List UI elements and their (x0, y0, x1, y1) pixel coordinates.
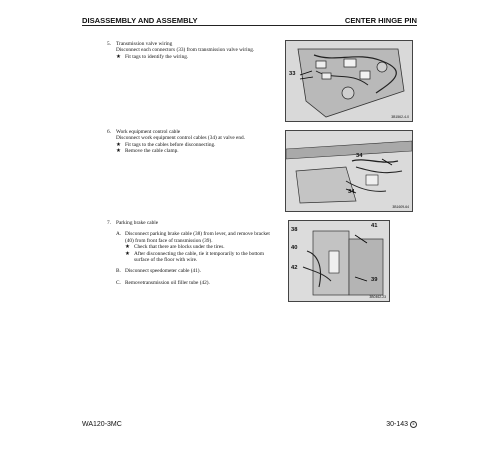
star-icon: ★ (116, 148, 121, 155)
wiring-photo (286, 41, 412, 121)
callout-42: 42 (291, 265, 298, 271)
substep-letter: B. (116, 268, 121, 275)
callout-33: 33 (289, 71, 296, 77)
callout-34-lower: 34 (348, 189, 355, 195)
model-number: WA120-3MC (82, 421, 122, 428)
step-title: Work equipment control cable (116, 129, 181, 135)
step-instruction: Disconnect work equipment control cables (34) at valve end. (116, 135, 245, 142)
substep-letter: C. (116, 279, 121, 286)
control-cable-photo (286, 131, 412, 211)
step-6 (107, 129, 285, 155)
callout-38: 38 (291, 227, 298, 233)
substep-text: Disconnect parking brake cable (38) from lever, and remove bracket (40) from front face of transmission (39). (125, 231, 270, 244)
revision-mark: ① (411, 422, 416, 426)
step-5 (107, 41, 285, 60)
figure-control-cable (285, 130, 413, 212)
step-title: Transmission valve wiring (116, 41, 173, 47)
step-note: Fit tags to identify the wiring. (125, 53, 189, 60)
substep-note: After disconnecting the cable, tie it temporarily to the bottom surface of the floor with wire. (134, 250, 265, 264)
step-number: 7. (107, 220, 111, 226)
step-number: 5. (107, 41, 111, 47)
figure-transmission-valve-wiring (285, 40, 413, 122)
figure-id: 3B0462-23 (369, 295, 386, 299)
substep-b (107, 268, 279, 274)
substep-letter: A. (116, 231, 122, 238)
page-number: 30-143 ① (386, 421, 416, 428)
substep-c (107, 280, 279, 286)
page-footer (82, 421, 417, 428)
callout-40: 40 (291, 245, 298, 251)
step-7 (107, 220, 279, 286)
star-icon: ★ (116, 53, 121, 60)
substep-text: Removetransmission oil filler tube (42). (125, 279, 210, 286)
step-instruction: Disconnect each connectors (33) from transmission valve wiring. (116, 47, 255, 54)
topic-title: CENTER HINGE PIN (344, 16, 417, 25)
section-title: DISASSEMBLY AND ASSEMBLY (82, 16, 198, 25)
substep-note: Check that there are blocks under the tires. (134, 244, 225, 251)
step-number: 6. (107, 129, 111, 135)
figure-parking-brake (288, 220, 390, 302)
step-note: Fit tags to the cables before disconnecting. (125, 141, 216, 148)
step-title: Parking brake cable (116, 220, 159, 226)
parking-brake-photo (289, 221, 389, 301)
substep-a (107, 231, 279, 263)
callout-41: 41 (371, 223, 378, 229)
star-icon: ★ (116, 141, 121, 148)
star-icon: ★ (125, 250, 130, 257)
substep-text: Disconnect speedometer cable (41). (125, 268, 201, 275)
figure-id: 3B1562-4-0 (391, 115, 409, 119)
star-icon: ★ (125, 244, 130, 251)
step-note: Remove the cable clamp. (125, 148, 179, 155)
callout-34-upper: 34 (356, 153, 363, 159)
callout-39: 39 (371, 277, 378, 283)
figure-id: 3B1609-64 (392, 205, 409, 209)
page-header (82, 12, 417, 26)
